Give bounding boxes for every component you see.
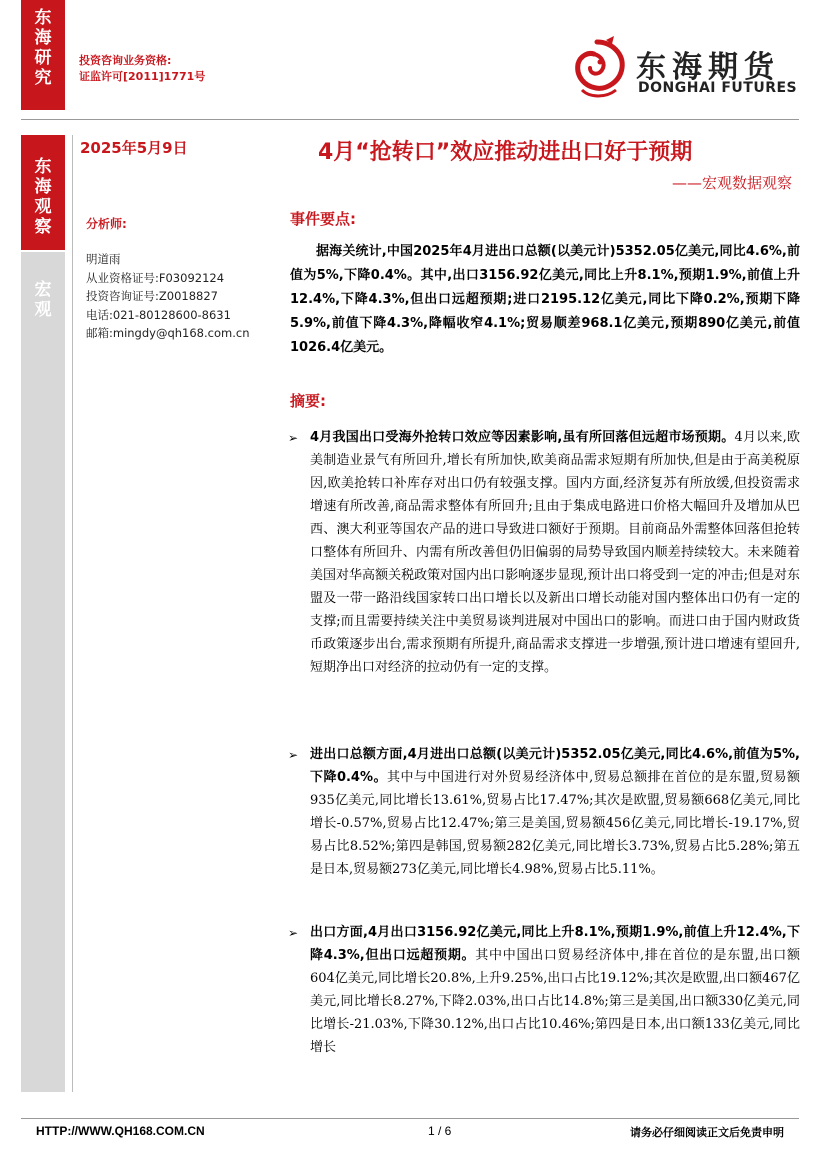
report-title: 4月“抢转口”效应推动进出口好于预期 xyxy=(318,140,693,165)
bullet-arrow-icon: ➢ xyxy=(288,748,299,762)
analyst-heading: 分析师: xyxy=(86,217,127,231)
analyst-consult-cert: 投资咨询证号:Z0018827 xyxy=(86,289,218,303)
analyst-name: 明道雨 xyxy=(86,252,121,266)
analyst-info xyxy=(86,250,250,343)
bullet-arrow-icon: ➢ xyxy=(288,926,299,940)
side-label-observe: 东 海 观 察 xyxy=(21,135,65,250)
logo-cn-text: 东海期货 xyxy=(636,50,780,85)
summary-bullet-3-text: 其中中国出口贸易经济体中,排在首位的是东盟,出口额604亿美元,同比增长20.8%,上升9.25%,出口占比19.12%;其次是欧盟,出口额467亿美元,同比增长8.27%,下降2.03%,出口占比14.8%;第三是美国,出口额330亿美元,同比增长-21.03%,下降30.12%,出口占比10.46%;第四是日本,出口额133亿美元,同比增长 xyxy=(310,948,800,1055)
summary-bullet-2-bold: 进出口总额方面,4月进出口总额(以美元计)5352.05亿美元,同比4.6%,前值为5%,下降0.4%。 xyxy=(310,747,800,785)
bullet-arrow-icon: ➢ xyxy=(288,431,299,445)
report-date: 2025年5月9日 xyxy=(80,139,188,157)
column-divider xyxy=(72,135,73,1092)
side-label-macro: 宏 观 xyxy=(21,252,65,1092)
dragon-emblem-icon xyxy=(562,34,632,104)
summary-bullet-1 xyxy=(310,426,800,679)
logo-en-text: DONGHAI FUTURES xyxy=(638,80,798,96)
footer-page-number: 1 / 6 xyxy=(428,1124,452,1138)
company-logo xyxy=(562,34,802,104)
qualification-line1: 投资咨询业务资格: xyxy=(79,54,172,67)
summary-bullet-2 xyxy=(310,743,800,881)
analyst-email: 邮箱:mingdy@qh168.com.cn xyxy=(86,326,250,340)
qualification-line2: 证监许可[2011]1771号 xyxy=(79,70,206,83)
header-divider xyxy=(21,119,799,120)
side-label-research: 东 海 研 究 xyxy=(21,0,65,110)
events-heading: 事件要点: xyxy=(290,210,356,228)
report-subtitle: ——宏观数据观察 xyxy=(672,174,793,192)
summary-bullet-3 xyxy=(310,921,800,1061)
footer-disclaimer: 请务必仔细阅读正文后免责申明 xyxy=(630,1126,784,1139)
footer-divider xyxy=(21,1118,799,1119)
summary-heading: 摘要: xyxy=(290,392,326,410)
footer-url[interactable]: HTTP://WWW.QH168.COM.CN xyxy=(36,1124,205,1138)
summary-bullet-1-bold: 4月我国出口受海外抢转口效应等因素影响,虽有所回落但远超市场预期。 xyxy=(310,430,735,445)
analyst-phone: 电话:021-80128600-8631 xyxy=(86,307,231,322)
events-text: 据海关统计,中国2025年4月进出口总额(以美元计)5352.05亿美元,同比4.6%,前值为5%,下降0.4%。其中,出口3156.92亿美元,同比上升8.1%,预期1.9%,前值上升12.4%,下降4.3%,但出口远超预期;进口2195.12亿美元,同比下降0.2%,预期下降5.9%,前值下降4.3%,降幅收窄4.1%;贸易顺差968.1亿美元,预期890亿美元,前值1026.4亿美元。 xyxy=(290,244,800,355)
summary-bullet-1-text: 4月以来,欧美制造业景气有所回升,增长有所加快,欧美商品需求短期有所加快,但是由于高美税原因,欧美抢转口补库存对出口仍有较强支撑。国内方面,经济复苏有所放缓,但投资需求增速有所改善,商品需求整体有所回升;且由于集成电路进口价格大幅回升及增加从巴西、澳大利亚等国农产品的进口导致进口额好于预期。目前商品外需整体回落但抢转口整体有所回升、内需有所改善但仍旧偏弱的局势导致国内顺差持续较大。未来随着美国对华高额关税政策对国内出口影响逐步显现,预计出口将受到一定的冲击;但是对东盟及一带一路沿线国家转口出口增长以及新出口增长动能对国内整体出口仍有一定的支撑;而且需要持续关注中美贸易谈判进展对中国出口的影响。而进口由于国内财政货币政策逐步出台,需求预期有所提升,商品需求支撑进一步增强,预计进口增速有望回升,短期净出口对经济的拉动仍有一定的支撑。 xyxy=(310,430,801,675)
summary-bullet-2-text: 其中与中国进行对外贸易经济体中,贸易总额排在首位的是东盟,贸易额935亿美元,同比增长13.61%,贸易占比17.47%;其次是欧盟,贸易额668亿美元,同比增长-0.57%,贸易占比12.47%;第三是美国,贸易额456亿美元,同比增长-19.17%,贸易占比8.52%;第四是韩国,贸易额282亿美元,同比增长3.73%,贸易占比5.28%;第五是日本,贸易额273亿美元,同比增长4.98%,贸易占比5.11%。 xyxy=(310,770,801,877)
analyst-cert: 从业资格证号:F03092124 xyxy=(86,270,225,285)
summary-bullet-3-bold: 出口方面,4月出口3156.92亿美元,同比上升8.1%,预期1.9%,前值上升12.4%,下降4.3%,但出口远超预期。 xyxy=(310,925,800,963)
